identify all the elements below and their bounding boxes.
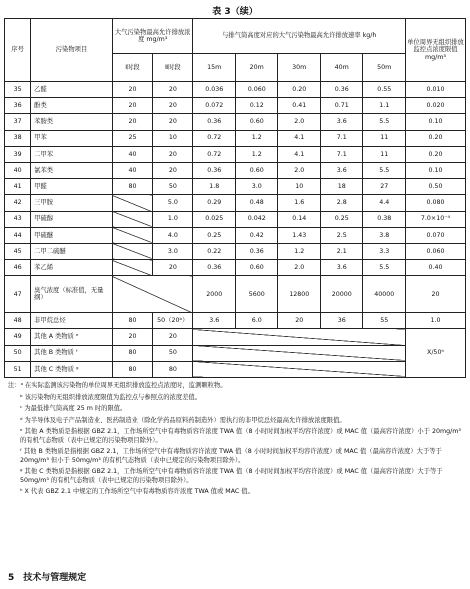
boundary-limit: 0.20 bbox=[406, 146, 466, 162]
header-rate: 与排气筒高度对应的大气污染物最高允许排放速率 kg/h bbox=[193, 19, 406, 54]
period-1-concentration: 80 bbox=[112, 313, 152, 329]
period-1-concentration bbox=[112, 243, 152, 259]
emission-rate: 4.1 bbox=[278, 146, 321, 162]
row-number: 36 bbox=[5, 98, 31, 114]
emission-rate: 1.1 bbox=[363, 98, 406, 114]
table-row bbox=[5, 227, 466, 243]
emission-rate: 0.36 bbox=[235, 243, 278, 259]
pollutant-name: 甲醛 bbox=[31, 179, 113, 195]
period-1-concentration: 20 bbox=[112, 329, 152, 345]
pollutant-name: 三甲胺 bbox=[31, 195, 113, 211]
emission-rate: 2.0 bbox=[278, 162, 321, 178]
table-note: ᵈ 为半导体及电子产品制造业、医药制造业（除化学药品原料药制造外）需执行的非甲烷总烃最高允许排放浓度限值。 bbox=[20, 416, 346, 424]
emission-rate: 0.42 bbox=[235, 227, 278, 243]
table-row bbox=[5, 130, 466, 146]
emission-rate: 3.6 bbox=[320, 114, 363, 130]
emission-rate: 20000 bbox=[320, 276, 363, 313]
period-2-concentration: 20 bbox=[153, 98, 193, 114]
period-1-concentration bbox=[112, 260, 152, 276]
row-number: 37 bbox=[5, 114, 31, 130]
pollutant-name: 氯苯类 bbox=[31, 162, 113, 178]
pollutant-name: 其他 B 类物质 ᶠ bbox=[31, 345, 113, 361]
row-number: 49 bbox=[5, 329, 31, 345]
emission-rate: 2.8 bbox=[320, 195, 363, 211]
pollutant-name: 二甲二硫醚 bbox=[31, 243, 113, 259]
row-number: 41 bbox=[5, 179, 31, 195]
period-2-concentration: 20 bbox=[153, 114, 193, 130]
period-2-concentration: 4.0 bbox=[153, 227, 193, 243]
row-number: 47 bbox=[5, 276, 31, 313]
emission-rate-empty bbox=[193, 361, 406, 377]
emission-rate: 3.6 bbox=[320, 260, 363, 276]
header-period-1: Ⅰ时段 bbox=[112, 54, 152, 82]
header-height: 50m bbox=[363, 54, 406, 82]
emission-rate: 1.2 bbox=[278, 243, 321, 259]
emission-rate: 0.12 bbox=[235, 98, 278, 114]
header-item: 污染物项目 bbox=[31, 19, 113, 82]
boundary-limit: 0.060 bbox=[406, 243, 466, 259]
pollutant-name: 乙醛 bbox=[31, 82, 113, 98]
boundary-limit: 20 bbox=[406, 276, 466, 313]
emission-rate: 0.71 bbox=[320, 98, 363, 114]
period-1-concentration bbox=[112, 227, 152, 243]
pollutant-name: 苯胺类 bbox=[31, 114, 113, 130]
table-row bbox=[5, 313, 466, 329]
table-row bbox=[5, 329, 466, 345]
emission-rate: 2.0 bbox=[278, 114, 321, 130]
emission-rate: 0.060 bbox=[235, 82, 278, 98]
emission-rate: 12800 bbox=[278, 276, 321, 313]
row-number: 44 bbox=[5, 227, 31, 243]
pollutant-name: 苯乙烯 bbox=[31, 260, 113, 276]
emission-rate: 6.0 bbox=[235, 313, 278, 329]
table-note: ᶠ 其他 B 类物质是指根据 GBZ 2.1，工作场所空气中有毒物质容许浓度 TWA 值（8 小时时间加权平均容许浓度）或 MAC 值（最高容许浓度）大于等于 20mg/m³ 但小于 50mg/m³ 的有机气态物质（表中已规定的污染物项目除外）。 bbox=[20, 448, 442, 464]
emission-rate: 1.2 bbox=[235, 130, 278, 146]
boundary-limit: 0.070 bbox=[406, 227, 466, 243]
emission-rate: 0.41 bbox=[278, 98, 321, 114]
header-conc: 大气污染物最高允许排放浓度 mg/m³ bbox=[112, 19, 193, 54]
emission-rate: 4.4 bbox=[363, 195, 406, 211]
row-number: 50 bbox=[5, 345, 31, 361]
table-row bbox=[5, 82, 466, 98]
emission-rate: 3.8 bbox=[363, 227, 406, 243]
emission-rate: 0.22 bbox=[193, 243, 236, 259]
period-2-concentration: 5.0 bbox=[153, 195, 193, 211]
emission-rate: 7.1 bbox=[320, 146, 363, 162]
table-note: 注：ᵃ 在实际监测该污染物的单位周界无组织排放监控点浓度时，监测颗粒物。 bbox=[8, 382, 227, 389]
emission-rate-empty bbox=[193, 345, 406, 361]
emission-rate: 0.025 bbox=[193, 211, 236, 227]
row-number: 48 bbox=[5, 313, 31, 329]
period-1-concentration bbox=[112, 211, 152, 227]
header-height: 15m bbox=[193, 54, 236, 82]
emission-rate: 1.2 bbox=[235, 146, 278, 162]
emission-rate: 18 bbox=[320, 179, 363, 195]
period-2-concentration: 20 bbox=[153, 82, 193, 98]
emission-rate: 0.29 bbox=[193, 195, 236, 211]
emission-rate: 11 bbox=[363, 130, 406, 146]
emission-rate: 0.25 bbox=[320, 211, 363, 227]
table-row bbox=[5, 179, 466, 195]
period-2-concentration: 20 bbox=[153, 260, 193, 276]
emission-rate: 0.72 bbox=[193, 146, 236, 162]
emission-rate: 4.1 bbox=[278, 130, 321, 146]
boundary-limit: 0.020 bbox=[406, 98, 466, 114]
table-note: ᵍ 其他 C 类物质是指根据 GBZ 2.1，工作场所空气中有毒物质容许浓度 TWA 值（8 小时时间加权平均容许浓度）或 MAC 值（最高容许浓度）大于等于 50mg/m³ 的有机气态物质（表中已规定的污染物项目除外）。 bbox=[20, 468, 443, 484]
emission-rate: 0.48 bbox=[235, 195, 278, 211]
emission-rate: 0.60 bbox=[235, 260, 278, 276]
row-number: 45 bbox=[5, 243, 31, 259]
period-1-concentration: 80 bbox=[112, 345, 152, 361]
pollutant-name: 非甲烷总烃 bbox=[31, 313, 113, 329]
header-period-2: Ⅱ时段 bbox=[153, 54, 193, 82]
emission-rate: 2.0 bbox=[278, 260, 321, 276]
table-row bbox=[5, 98, 466, 114]
period-concentration-empty bbox=[112, 276, 193, 313]
table-row bbox=[5, 114, 466, 130]
emission-rate: 1.43 bbox=[278, 227, 321, 243]
period-2-concentration: 1.0 bbox=[153, 211, 193, 227]
period-1-concentration: 80 bbox=[112, 361, 152, 377]
period-2-concentration: 50 bbox=[153, 179, 193, 195]
header-height: 20m bbox=[235, 54, 278, 82]
table-row bbox=[5, 260, 466, 276]
pollutant-name: 其他 C 类物质 ᵍ bbox=[31, 361, 113, 377]
table-note: ᵉ 其他 A 类物质是指根据 GBZ 2.1，工作场所空气中有毒物质容许浓度 TWA 值（8 小时时间加权平均容许浓度）或 MAC 值（最高容许浓度）小于 20mg/m³ 的有机气态物质（表中已规定的污染物项目除外）。 bbox=[20, 428, 461, 444]
boundary-limit: 7.0×10⁻⁴ bbox=[406, 211, 466, 227]
pollutant-name: 甲苯 bbox=[31, 130, 113, 146]
boundary-limit: 0.10 bbox=[406, 114, 466, 130]
emission-rate: 0.55 bbox=[363, 82, 406, 98]
emission-rate: 1.6 bbox=[278, 195, 321, 211]
boundary-limit: 0.20 bbox=[406, 130, 466, 146]
emission-rate: 0.36 bbox=[320, 82, 363, 98]
emission-rate: 3.6 bbox=[320, 162, 363, 178]
boundary-limit: 0.50 bbox=[406, 179, 466, 195]
period-1-concentration: 25 bbox=[112, 130, 152, 146]
emission-limits-table bbox=[4, 18, 466, 378]
emission-rate: 0.14 bbox=[278, 211, 321, 227]
pollutant-name: 其他 A 类物质 ᵉ bbox=[31, 329, 113, 345]
pollutant-name: 甲硫醇 bbox=[31, 211, 113, 227]
row-number: 51 bbox=[5, 361, 31, 377]
section-heading: 5 技术与管理规定 bbox=[8, 573, 87, 583]
table-note: ʰ X 代表 GBZ 2.1 中规定的工作场所空气中有毒物质容许浓度 TWA 值或 MAC 值。 bbox=[20, 488, 254, 496]
table-caption: 表 3（续） bbox=[212, 7, 258, 17]
header-height: 30m bbox=[278, 54, 321, 82]
boundary-limit: 0.40 bbox=[406, 260, 466, 276]
emission-rate: 5.5 bbox=[363, 114, 406, 130]
period-1-concentration: 80 bbox=[112, 179, 152, 195]
row-number: 38 bbox=[5, 130, 31, 146]
emission-rate: 3.0 bbox=[235, 179, 278, 195]
table-body bbox=[5, 82, 466, 378]
emission-rate: 1.8 bbox=[193, 179, 236, 195]
row-number: 40 bbox=[5, 162, 31, 178]
emission-rate: 2.1 bbox=[320, 243, 363, 259]
period-2-concentration: 50 bbox=[153, 345, 193, 361]
emission-rate: 5.5 bbox=[363, 162, 406, 178]
period-1-concentration: 20 bbox=[112, 114, 152, 130]
table-row bbox=[5, 195, 466, 211]
table-notes bbox=[8, 382, 463, 500]
period-2-concentration: 10 bbox=[153, 130, 193, 146]
emission-rate: 27 bbox=[363, 179, 406, 195]
table-note: ᵇ 该污染物的无组织排放浓度限值为监控点与参照点的浓度差值。 bbox=[20, 393, 202, 401]
boundary-limit: X/50ʰ bbox=[406, 329, 466, 378]
header-height: 40m bbox=[320, 54, 363, 82]
emission-rate: 0.072 bbox=[193, 98, 236, 114]
boundary-limit: 0.010 bbox=[406, 82, 466, 98]
emission-rate: 0.036 bbox=[193, 82, 236, 98]
table-row bbox=[5, 361, 466, 377]
emission-rate: 0.60 bbox=[235, 114, 278, 130]
emission-rate: 0.25 bbox=[193, 227, 236, 243]
table-row bbox=[5, 345, 466, 361]
table-row bbox=[5, 162, 466, 178]
period-2-concentration: 20 bbox=[153, 146, 193, 162]
period-1-concentration: 40 bbox=[112, 162, 152, 178]
emission-rate: 3.3 bbox=[363, 243, 406, 259]
period-1-concentration bbox=[112, 195, 152, 211]
emission-rate: 2000 bbox=[193, 276, 236, 313]
period-2-concentration: 50（20ᵇ） bbox=[153, 313, 193, 329]
table-row bbox=[5, 146, 466, 162]
header-seq: 序号 bbox=[5, 19, 31, 82]
emission-rate: 0.36 bbox=[193, 260, 236, 276]
period-2-concentration: 80 bbox=[153, 361, 193, 377]
emission-rate: 0.38 bbox=[363, 211, 406, 227]
period-2-concentration: 3.0 bbox=[153, 243, 193, 259]
emission-rate: 0.36 bbox=[193, 162, 236, 178]
emission-rate: 0.20 bbox=[278, 82, 321, 98]
emission-rate: 5.5 bbox=[363, 260, 406, 276]
emission-rate: 5600 bbox=[235, 276, 278, 313]
period-1-concentration: 20 bbox=[112, 82, 152, 98]
header-limit: 单位周界无组织排放监控点浓度限值 mg/m³ bbox=[406, 19, 466, 82]
emission-rate: 0.042 bbox=[235, 211, 278, 227]
emission-rate: 0.60 bbox=[235, 162, 278, 178]
emission-rate: 0.72 bbox=[193, 130, 236, 146]
row-number: 43 bbox=[5, 211, 31, 227]
table-row bbox=[5, 276, 466, 313]
pollutant-name: 二甲苯 bbox=[31, 146, 113, 162]
emission-rate: 0.36 bbox=[193, 114, 236, 130]
boundary-limit: 0.10 bbox=[406, 162, 466, 178]
row-number: 35 bbox=[5, 82, 31, 98]
row-number: 46 bbox=[5, 260, 31, 276]
table-row bbox=[5, 211, 466, 227]
emission-rate: 20 bbox=[278, 313, 321, 329]
emission-rate: 2.5 bbox=[320, 227, 363, 243]
boundary-limit: 1.0 bbox=[406, 313, 466, 329]
period-2-concentration: 20 bbox=[153, 162, 193, 178]
emission-rate: 36 bbox=[320, 313, 363, 329]
pollutant-name: 酚类 bbox=[31, 98, 113, 114]
table-note: ᶜ 为最低排气筒高度 25 m 时的限值。 bbox=[20, 405, 127, 413]
period-1-concentration: 40 bbox=[112, 146, 152, 162]
emission-rate: 10 bbox=[278, 179, 321, 195]
row-number: 42 bbox=[5, 195, 31, 211]
emission-rate: 40000 bbox=[363, 276, 406, 313]
emission-rate: 7.1 bbox=[320, 130, 363, 146]
row-number: 39 bbox=[5, 146, 31, 162]
emission-rate: 11 bbox=[363, 146, 406, 162]
boundary-limit: 0.080 bbox=[406, 195, 466, 211]
pollutant-name: 臭气浓度（标准值，无量纲） bbox=[31, 276, 113, 313]
table-row bbox=[5, 243, 466, 259]
period-1-concentration: 20 bbox=[112, 98, 152, 114]
period-2-concentration: 20 bbox=[153, 329, 193, 345]
pollutant-name: 甲硫醚 bbox=[31, 227, 113, 243]
emission-rate-empty bbox=[193, 329, 406, 345]
emission-rate: 55 bbox=[363, 313, 406, 329]
emission-rate: 3.6 bbox=[193, 313, 236, 329]
